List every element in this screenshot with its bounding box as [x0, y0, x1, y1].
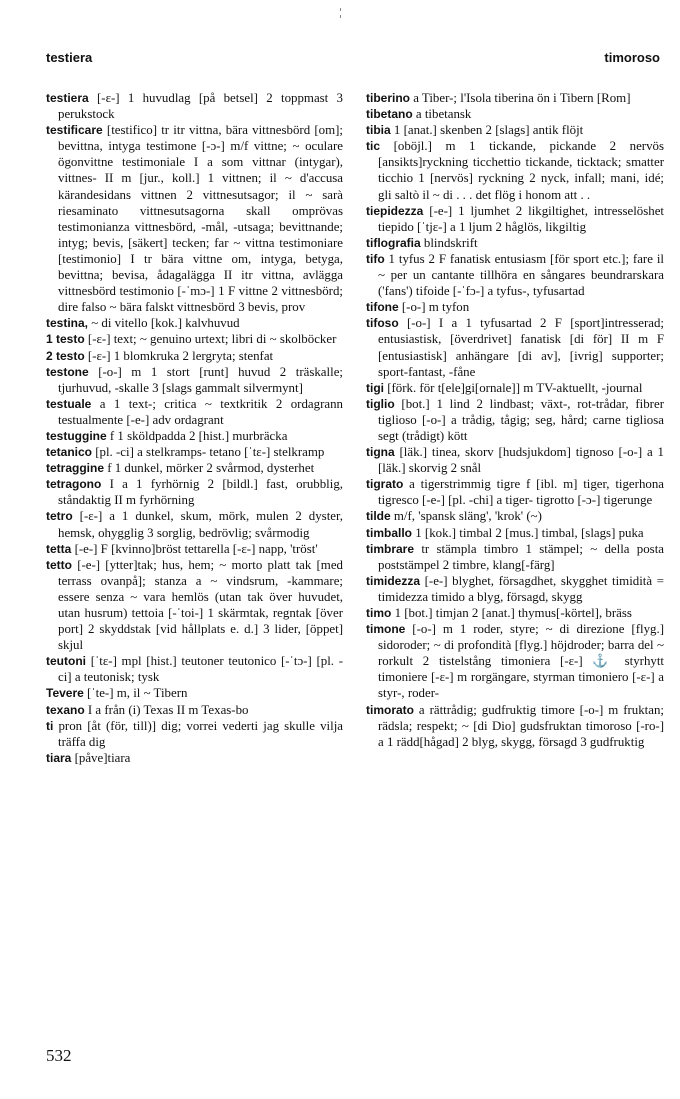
entry-definition: a 1 text-; critica ~ textkritik 2 ordagrann testualmente [-e-] adv ordagrant — [58, 396, 343, 427]
dictionary-entry — [366, 444, 664, 476]
dictionary-entry — [366, 525, 664, 541]
dictionary-entry — [46, 460, 343, 476]
entry-headword: tifoso — [366, 316, 399, 331]
dictionary-entry — [46, 331, 343, 347]
dictionary-entry — [366, 106, 664, 122]
header-right-guideword: timoroso — [604, 50, 660, 65]
entry-definition: [pl. -ci] a stelkramps- tetano [ˈtɛ-] stelkramp — [92, 445, 325, 460]
entry-definition: [-ɛ-] 1 blomkruka 2 lergryta; stenfat — [84, 348, 274, 363]
entry-definition: I a 1 fyrhörnig 2 [bildl.] fast, orubblig, ståndaktig II m fyrhörning — [58, 477, 343, 508]
running-header — [46, 50, 660, 70]
entry-definition: [-o-] I a 1 tyfusartad 2 F [sport]intresserad; entusiastisk, [överdrivet] fanatisk [di för] II m F [entusiastisk] anhängare [di av], [ivrig] supporter; sport-fantast, -fåne — [378, 316, 664, 379]
dictionary-entry — [366, 605, 664, 621]
entry-definition: [-ɛ-] text; ~ genuino urtext; libri di ~ skolböcker — [84, 332, 337, 347]
dictionary-entry — [46, 685, 343, 701]
dictionary-entry — [366, 380, 664, 396]
entry-headword: 1 testo — [46, 332, 85, 347]
entry-definition: [läk.] tinea, skorv [hudsjukdom] tignoso [-o-] a 1 [läk.] skorvig 2 snål — [378, 445, 664, 476]
entry-definition: a tigerstrimmig tigre f [ibl. m] tiger, tigerhona tigresco [-e-] [pl. -chi] a tiger- tigrotto [-ɔ-] tigerunge — [378, 477, 664, 508]
entry-headword: testuggine — [46, 428, 107, 443]
entry-definition: tr stämpla timbro 1 stämpel; ~ della posta poststämpel 2 timbre, klang[-färg] — [378, 541, 664, 572]
dictionary-entry — [46, 718, 343, 750]
entry-definition: m/f, 'spansk släng', 'krok' (~) — [390, 509, 542, 524]
dictionary-entry — [366, 541, 664, 573]
entry-headword: tigi — [366, 380, 384, 395]
entry-definition: [-ɛ-] 1 huvudlag [på betsel] 2 toppmast 3 perukstock — [58, 91, 343, 122]
entry-definition: [-e-] blyghet, försagdhet, skygghet timidità = timidezza timido a blyg, försagd, skygg — [378, 573, 664, 604]
entry-headword: teutoni — [46, 654, 86, 669]
dictionary-entry — [366, 508, 664, 524]
entry-definition: [testifico] tr itr vittna, bära vittnesbörd [om]; bevittna, intyga testimone [-ɔ-] m/f vittne; ~ oculare ögonvittne testimoniale I a som vittnar (intygar), vittnes- II m [jur., koll.] 1 vittnen; il ~ d'accusa kärandesidans vittnen 2 vittnesutsagor; il ~ sarà riesaminato vittnesutsagorna skall omprövas testimonianza vittnesbörd, -mål, -utsaga; bevittnande; intyg; bevis, [säkert] tecken; far ~ vittna testimoniare [testimonio] I tr bära vittne om, intyga, betyga, bevittna; bevisa, ådagalägga II itr vittna, avlägga vittnesbörd testimonio [-ˈmɔ-] 1 F vittne 2 vittnesbörd; dire falso ~ bära falskt vittnesbörd 3 bevis, prov — [58, 123, 343, 315]
dictionary-entry — [366, 621, 664, 701]
dictionary-entry — [366, 702, 664, 750]
entry-headword: texano — [46, 702, 85, 717]
dictionary-entry — [46, 348, 343, 364]
entry-definition: [förk. för t[ele]gi[ornale]] m TV-aktuellt, -journal — [384, 380, 643, 395]
entry-headword: tifone — [366, 300, 399, 315]
entry-headword: tilde — [366, 509, 391, 524]
entry-definition: a tibetansk — [412, 107, 472, 122]
entry-headword: tigna — [366, 445, 395, 460]
entry-headword: Tevere — [46, 686, 84, 701]
dictionary-entry — [366, 573, 664, 605]
entry-headword: tiara — [46, 750, 72, 765]
entry-headword: timone — [366, 622, 406, 637]
entry-definition: f 1 sköldpadda 2 [hist.] murbräcka — [106, 428, 288, 443]
dictionary-entry — [366, 251, 664, 299]
entry-headword: timo — [366, 606, 392, 620]
entry-definition: [ˈtɛ-] mpl [hist.] teutoner teutonico [-ˈtɔ-] [pl. -ci] a teutonisk; tysk — [58, 654, 343, 685]
dictionary-entry — [366, 396, 664, 444]
dictionary-entry — [366, 299, 664, 315]
entry-headword: tetraggine — [46, 461, 105, 476]
entry-definition: [-o-] m tyfon — [398, 300, 470, 315]
page-number: 532 — [46, 1046, 72, 1065]
right-column — [366, 90, 664, 750]
dictionary-entry — [46, 396, 343, 428]
entry-definition: 1 tyfus 2 F fanatisk entusiasm [för sport etc.]; fare il ~ per un cantante tillhöra en sångares beundrarskara ('fans') tifoide [-ˈfɔ-] a tyfus-, tyfusartad — [378, 251, 664, 299]
entry-headword: tetanico — [46, 445, 93, 460]
dictionary-entry — [46, 508, 343, 540]
entry-headword: testone — [46, 364, 89, 379]
dictionary-entry — [46, 364, 343, 396]
dictionary-entry — [46, 541, 343, 557]
entry-definition: a Tiber-; l'Isola tiberina ön i Tibern [Rom] — [410, 91, 631, 105]
entry-headword: testina, — [46, 316, 89, 331]
entry-definition: [-ɛ-] a 1 dunkel, skum, mörk, mulen 2 dyster, hemsk, ohygglig 3 sorglig, bedrövlig; svårmodig — [58, 509, 343, 540]
entry-headword: timorato — [366, 702, 414, 717]
entry-headword: tic — [366, 139, 381, 154]
header-left-guideword: testiera — [46, 50, 93, 65]
entry-headword: tigrato — [366, 477, 404, 492]
dictionary-entry — [46, 750, 343, 766]
dictionary-entry — [46, 90, 343, 122]
dictionary-entry — [366, 235, 664, 251]
dictionary-entry — [46, 444, 343, 460]
entry-headword: tetta — [46, 541, 72, 556]
entry-headword: testuale — [46, 396, 92, 411]
dictionary-entry — [46, 476, 343, 508]
entry-definition: [-o-] m 1 roder, styre; ~ di direzione [flyg.] sidoroder; ~ di profondità [flyg.] höjdroder; barra del ~ rorkult 2 tistelstång timoniera [-ɛ-] ⚓ styrhytt timoniere [-ɛ-] m rorgängare, styrman timoniero [-ɛ-] a styr-, roder- — [378, 622, 664, 701]
entry-headword: testiera — [46, 91, 89, 105]
entry-headword: timbrare — [366, 541, 415, 556]
entry-definition: I a från (i) Texas II m Texas-bo — [84, 702, 249, 717]
entry-headword: tibetano — [366, 107, 413, 122]
entry-definition: [-e-] [ytter]tak; hus, hem; ~ morto platt tak [med terrass ovanpå]; stanza a ~ vindsrum, -kammare; essere senza ~ vara hemlös (utan tak över huvudet, utan husrum) tettoia [-ˈtoi-] 1 skärmtak, regntak [över port] 2 skyddstak [vid hållplats e. d.] 3 lider, [öppet] skjul — [58, 557, 343, 653]
entry-headword: tiflografia — [366, 235, 421, 250]
entry-definition: [-e-] 1 ljumhet 2 likgiltighet, intresselöshet tiepido [ˈtjɛ-] a 1 ljum 2 håglös, likgiltig — [378, 203, 664, 234]
entry-headword: ti — [46, 718, 54, 733]
entry-definition: [bot.] 1 lind 2 lindbast; växt-, rot-trådar, fibrer tiglioso [-o-] a trådig, tågig; seg, hård; carne tigliosa segt (trådigt) kött — [378, 396, 664, 443]
dictionary-entry — [46, 653, 343, 685]
dictionary-entry — [46, 557, 343, 654]
entry-headword: tibia — [366, 123, 391, 138]
entry-headword: tetto — [46, 557, 72, 572]
entry-definition: pron [åt (för, till)] dig; vorrei vederti jag skulle vilja träffa dig — [53, 718, 343, 749]
dictionary-entry — [366, 122, 664, 138]
dictionary-entry — [46, 122, 343, 315]
dictionary-entry — [46, 428, 343, 444]
dictionary-entry — [366, 90, 664, 106]
entry-definition: [-o-] m 1 stort [runt] huvud 2 träskalle; tjurhuvud, -skalle 3 [slags gammalt silvermynt] — [58, 364, 343, 395]
dictionary-entry — [46, 702, 343, 718]
left-column — [46, 90, 343, 766]
top-margin-mark — [340, 8, 341, 26]
entry-headword: tetragono — [46, 477, 102, 492]
entry-definition: f 1 dunkel, mörker 2 svårmod, dysterhet — [104, 461, 315, 476]
dictionary-entry — [366, 138, 664, 202]
entry-definition: 1 [anat.] skenben 2 [slags] antik flöjt — [390, 123, 584, 138]
entry-headword: 2 testo — [46, 348, 85, 363]
entry-definition: ~ di vitello [kok.] kalvhuvud — [88, 316, 240, 331]
dictionary-entry — [46, 315, 343, 331]
dictionary-entry — [366, 203, 664, 235]
entry-headword: timidezza — [366, 573, 421, 588]
dictionary-entry — [366, 315, 664, 379]
entry-headword: testificare — [46, 123, 103, 138]
entry-definition: [påve]tiara — [71, 750, 131, 765]
entry-headword: timballo — [366, 525, 413, 540]
entry-definition: 1 [bot.] timjan 2 [anat.] thymus[-körtel], bräss — [391, 606, 632, 620]
entry-definition: blindskrift — [420, 235, 478, 250]
entry-definition: 1 [kok.] timbal 2 [mus.] timbal, [slags] puka — [412, 525, 644, 540]
entry-definition: [-e-] F [kvinno]bröst tettarella [-ɛ-] napp, 'tröst' — [71, 541, 318, 556]
entry-headword: tifo — [366, 251, 385, 266]
entry-headword: tiglio — [366, 396, 395, 411]
dictionary-entry — [366, 476, 664, 508]
entry-headword: tiepidezza — [366, 203, 424, 218]
entry-definition: [oböjl.] m 1 tickande, pickande 2 nervös [ansikts]ryckning ticchettio tickande, ticktack; smatter ticchio 1 [nervös] ryckning 2 nyck, infall; mani, idé; gli saltò il ~ di . . . det flög i honom att . . — [378, 139, 664, 202]
entry-definition: a rättrådig; gudfruktig timore [-o-] m fruktan; rädsla; respekt; ~ [di Dio] gudsfruktan timoroso [-ro-] a 1 rädd[hågad] 2 blyg, skygg, försagd 3 gudfruktig — [378, 702, 664, 749]
entry-definition: [ˈte-] m, il ~ Tibern — [83, 686, 188, 701]
entry-headword: tiberino — [366, 91, 410, 105]
entry-headword: tetro — [46, 509, 73, 524]
